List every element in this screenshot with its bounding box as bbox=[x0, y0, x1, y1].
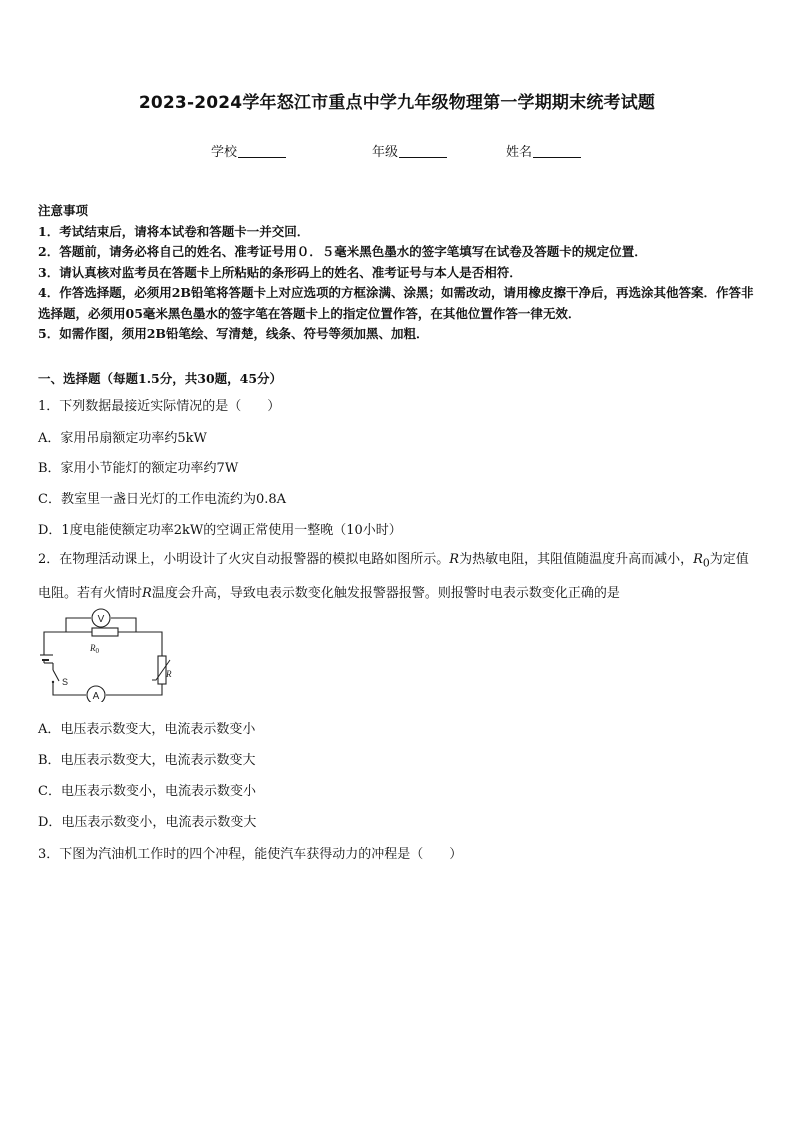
r-label: R bbox=[166, 669, 172, 679]
school-field bbox=[211, 141, 286, 160]
question-2-option-b: B．电压表示数变大，电流表示数变大 bbox=[38, 753, 256, 768]
stem-text: 温度会升高，导致电表示数变化触发报警器报警。则报警时电表示数变化正确的是 bbox=[151, 585, 620, 601]
notice-item: 5．如需作图，须用2B铅笔绘、写清楚，线条、符号等须加黑、加粗． bbox=[38, 326, 429, 341]
section-heading: 一、选择题（每题1.5分，共30题，45分） bbox=[38, 371, 283, 386]
switch-icon bbox=[52, 670, 59, 683]
question-2-option-c: C．电压表示数变小，电流表示数变小 bbox=[38, 784, 256, 799]
circuit-diagram bbox=[40, 606, 180, 702]
var-r0: R bbox=[693, 552, 703, 567]
grade-label: 年级 bbox=[372, 145, 399, 160]
question-1-option-c: C．教室里一盏日光灯的工作电流约为0.8A bbox=[38, 492, 287, 507]
stem-text: 为热敏电阻，其阻值随温度升高而减小， bbox=[459, 552, 694, 567]
stem-text: 2．在物理活动课上，小明设计了火灾自动报警器的模拟电路如图所示。 bbox=[38, 552, 450, 567]
battery-icon bbox=[40, 655, 53, 660]
name-field bbox=[506, 141, 581, 160]
wire bbox=[118, 632, 162, 656]
wire bbox=[66, 618, 91, 632]
notice-item: 2．答题前，请务必将自己的姓名、准考证号用０．５毫米黑色墨水的签字笔填写在试卷及答题卡的规定位置． bbox=[38, 244, 647, 259]
wire bbox=[106, 684, 162, 695]
notice-item: 3．请认真核对监考员在答题卡上所粘贴的条形码上的姓名、准考证号与本人是否相符． bbox=[38, 264, 522, 280]
name-label: 姓名 bbox=[506, 145, 533, 160]
question-1-stem: 1．下列数据最接近实际情况的是（ ） bbox=[38, 399, 281, 414]
var-r0-subscript: 0 bbox=[702, 556, 710, 570]
var-r: R bbox=[142, 585, 152, 601]
question-1-option-a: A．家用吊扇额定功率约5kW bbox=[38, 431, 207, 446]
school-label: 学校 bbox=[211, 145, 238, 160]
notice-block bbox=[38, 201, 758, 345]
notice-item: 4．作答选择题，必须用2B铅笔将答题卡上对应选项的方框涂满、涂黑；如需改动，请用橡皮擦干净后，再选涂其他答案．作答非选择题，必须用05毫米黑色墨水的签字笔在答题卡上的指定位置作答，在其他位置作答一律无效． bbox=[38, 285, 754, 321]
question-1-option-b: B．家用小节能灯的额定功率约7W bbox=[38, 461, 239, 476]
grade-field bbox=[372, 141, 447, 160]
grade-blank bbox=[399, 144, 447, 158]
page-title: 2023-2024学年怒江市重点中学九年级物理第一学期期末统考试题 bbox=[138, 93, 656, 113]
stem-text: 为定值电阻。若有火情时 bbox=[38, 552, 749, 601]
question-3-stem: 3．下图为汽油机工作时的四个冲程，能使汽车获得动力的冲程是（ ） bbox=[38, 847, 463, 862]
question-1-option-d: D．1度电能使额定功率2kW的空调正常使用一整晚（10小时） bbox=[38, 523, 402, 538]
question-2-stem bbox=[38, 545, 758, 609]
wire bbox=[53, 682, 86, 695]
notice-heading: 注意事项 bbox=[38, 203, 89, 218]
question-2-option-d: D．电压表示数变小，电流表示数变大 bbox=[38, 815, 257, 830]
switch-label: S bbox=[62, 677, 69, 687]
name-blank bbox=[533, 144, 581, 158]
var-r: R bbox=[449, 552, 460, 567]
fixed-resistor-icon bbox=[92, 628, 118, 636]
notice-item: 1．考试结束后，请将本试卷和答题卡一并交回． bbox=[38, 223, 310, 239]
school-blank bbox=[238, 144, 286, 158]
voltmeter-label: V bbox=[97, 614, 105, 625]
ammeter-label: A bbox=[92, 691, 100, 702]
r0-label: $R_0$ bbox=[90, 643, 99, 655]
question-2-option-a: A．电压表示数变大，电流表示数变小 bbox=[38, 722, 256, 737]
wire bbox=[44, 632, 66, 655]
